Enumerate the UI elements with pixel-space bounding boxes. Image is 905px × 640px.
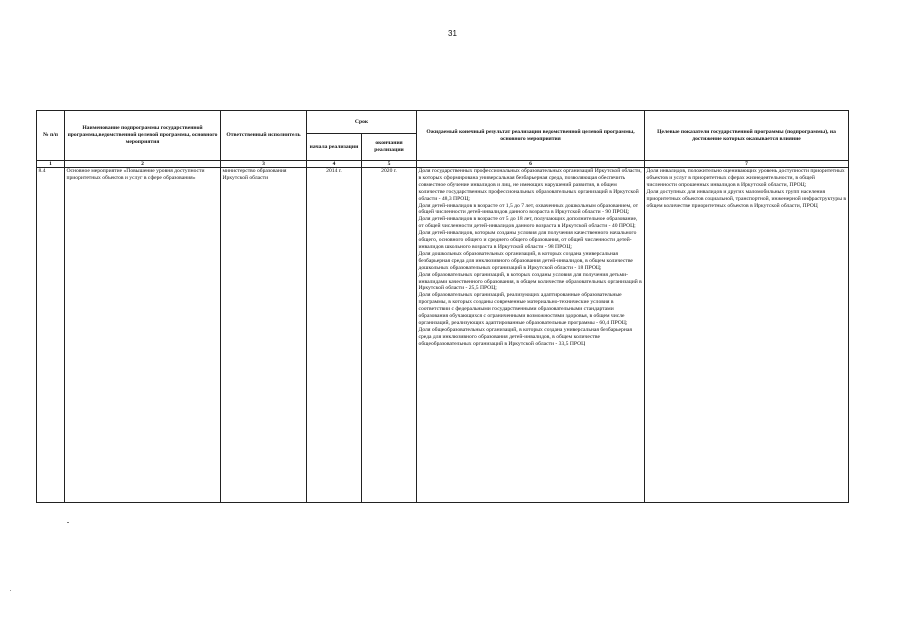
header-result: Ожидаемый конечный результат реализации ведомственной целевой программы, основного мероприятия [417, 111, 645, 161]
result-item: Доля детей-инвалидов, которым созданы условия для получения качественного начального общего, основного общего и среднего общего образования, от общей численности детей-инвалидов школьного возраста в Иркутской области - 98 ПРОЦ; [418, 230, 637, 250]
header-term-start: начала реализации [307, 134, 362, 161]
table-row [37, 168, 849, 503]
column-number: 6 [417, 161, 645, 168]
row-indicators [645, 168, 849, 503]
result-item: Доля детей-инвалидов в возрасте от 1,5 до 7 лет, охваченных дошкольным образованием, от общей численности детей-инвалидов данного возраста в Иркутской области - 90 ПРОЦ; [418, 202, 639, 216]
row-end: 2020 г. [362, 168, 417, 503]
column-number: 7 [645, 161, 849, 168]
result-item: Доля государственных профессиональных образовательных организаций Иркутской области, в которых сформирована универсальная безбарьерная среда, позволяющая обеспечить совместное обучение инвалидов и лиц, не имеющих нарушений развития, в общем количестве государственных профессиональных образовательных организаций в Иркутской области - 48,3 ПРОЦ; [418, 168, 642, 202]
row-results [417, 168, 645, 503]
header-term: Срок [307, 111, 417, 134]
column-number: 3 [221, 161, 307, 168]
row-name: Основное мероприятие «Повышение уровня доступности приоритетных объектов и услуг в сфере образования» [65, 168, 221, 503]
row-num: 8.4 [37, 168, 65, 503]
header-indicators: Целевые показатели государственной программы (подпрограммы), на достижение которых оказывается влияние [645, 111, 849, 161]
result-item: Доля образовательных организаций, реализующих адаптированные образовательные программы, в которых созданы современные материально-технические условия в соответствии с федеральными государственными образовательными стандартами образования обучающихся с ограниченными возможностями здоровья, в общем числе организаций, реализующих адаптированные образовательные программы - 60,4 ПРОЦ; [418, 292, 628, 326]
row-executor: министерство образования Иркутской области [221, 168, 307, 503]
column-number: 5 [362, 161, 417, 168]
page-number: 31 [448, 29, 457, 38]
program-table [36, 110, 849, 503]
row-start: 2014 г. [307, 168, 362, 503]
header-executor: Ответственный исполнитель [221, 111, 307, 161]
column-number-row [37, 161, 849, 168]
result-item: Доля образовательных организаций, в которых созданы условия для получения детьми-инвалидами качественного образования, в общем количестве образовательных организаций в Иркутской области - 25,5 ПРОЦ; [418, 271, 642, 292]
header-num: № п/п [37, 111, 65, 161]
column-number: 4 [307, 161, 362, 168]
indicator-item: Доля доступных для инвалидов и других маломобильных групп населения приоритетных объектов социальной, транспортной, инженерной инфраструктуры в общем количестве приоритетных объектов в Иркутской области, ПРОЦ [646, 188, 846, 209]
header-term-end: окончания реализации [362, 134, 417, 161]
result-item: Доля детей-инвалидов в возрасте от 5 до 18 лет, получающих дополнительное образование, от общей численности детей-инвалидов данного возраста в Иркутской области - 40 ПРОЦ; [418, 216, 638, 230]
result-item: Доля общеобразовательных организаций, в которых создана универсальная безбарьерная среда для инклюзивного образования детей-инвалидов, в общем количестве общеобразовательных организаций в Иркутской области - 33,5 ПРОЦ [418, 326, 632, 347]
result-item: Доля дошкольных образовательных организаций, в которых создана универсальная безбарьерная среда для инклюзивного образования детей-инвалидов, в общем количестве дошкольных образовательных организаций в Иркутской области - 18 ПРОЦ; [418, 250, 633, 271]
column-number: 2 [65, 161, 221, 168]
indicator-item: Доля инвалидов, положительно оценивающих уровень доступности приоритетных объектов и услуг в приоритетных сферах жизнедеятельности, в общей численности опрошенных инвалидов в Иркутской области, ПРОЦ; [646, 168, 845, 188]
header-name: Наименование подпрограммы государственной программы,ведомственной целевой программы, основного мероприятия [65, 111, 221, 161]
scan-speck [67, 522, 69, 523]
scan-speck [10, 590, 11, 591]
column-number: 1 [37, 161, 65, 168]
